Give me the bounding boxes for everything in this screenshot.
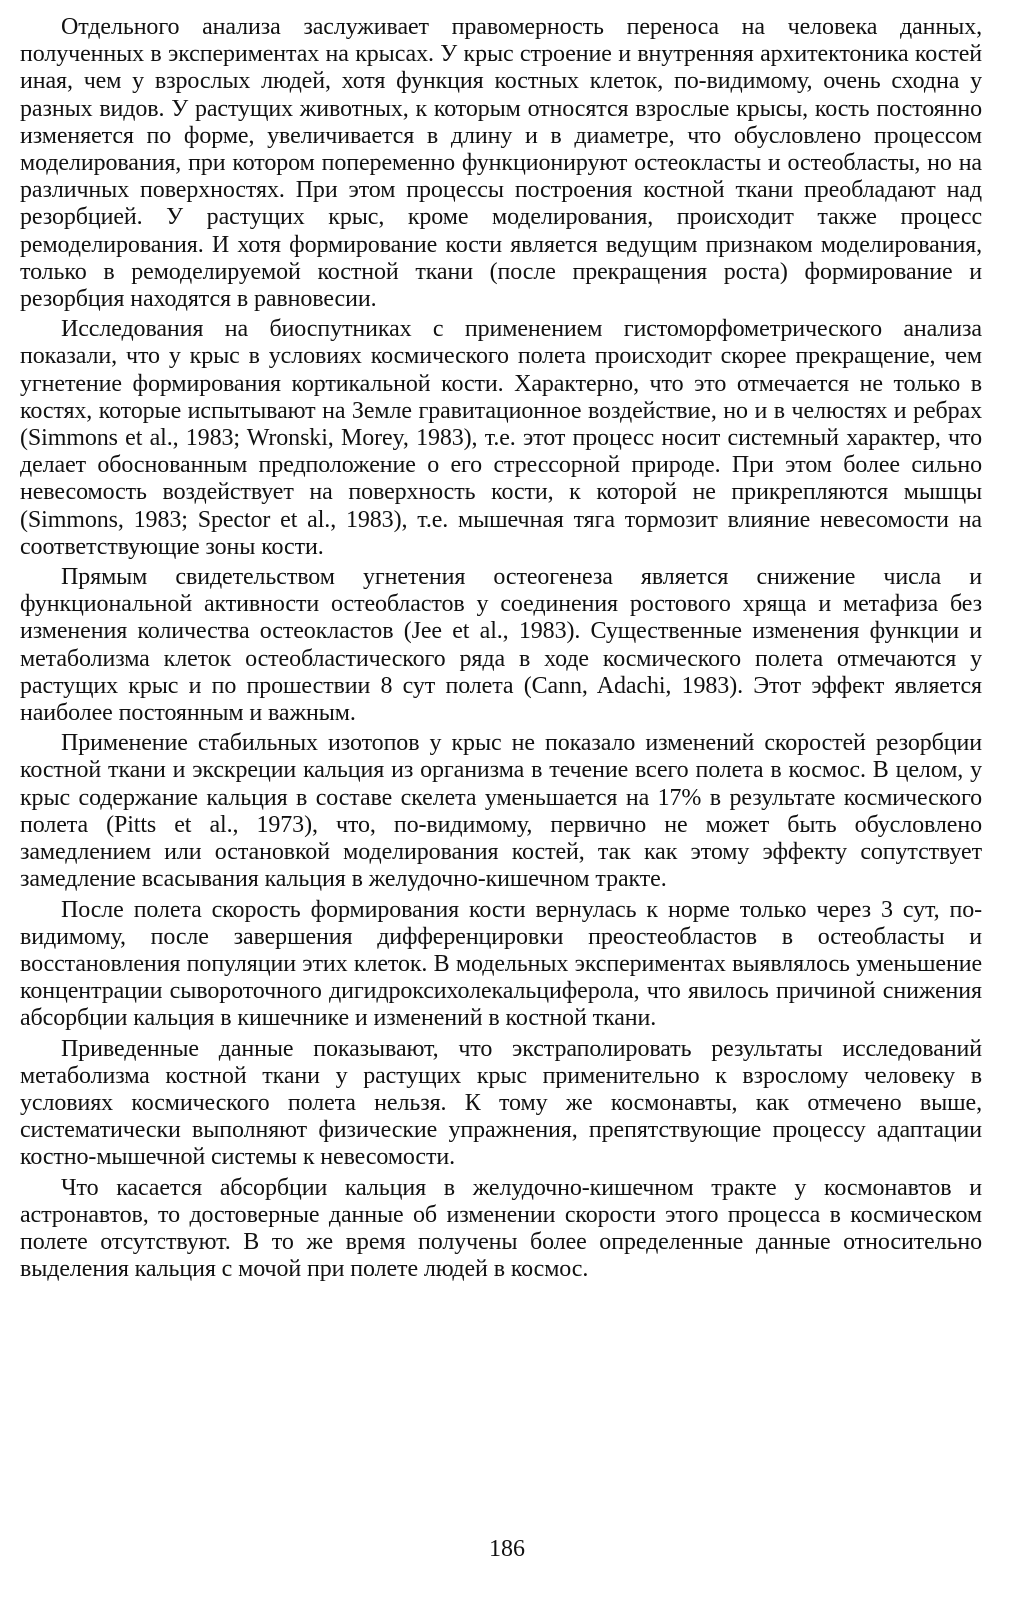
- paragraph: После полета скорость формирования кости вернулась к норме только через 3 сут, по-видимому, после завершения дифференцировки преостеобластов в остеобласты и восстановления популяции этих клеток. В модельных экспериментах выявлялось уменьшение концентрации сывороточного дигидроксихолекальциферола, что явилось причиной снижения абсорбции кальция в кишечнике и изменений в костной ткани.: [20, 896, 982, 1032]
- paragraph: Отдельного анализа заслуживает правомерность переноса на человека данных, полученных в экспериментах на крысах. У крыс строение и внутренняя архитектоника костей иная, чем у взрослых людей, хотя функция костных клеток, по-видимому, очень сходна у разных видов. У растущих животных, к которым относятся взрослые крысы, кость постоянно изменяется по форме, увеличивается в длину и в диаметре, что обусловлено процессом моделирования, при котором попеременно функционируют остеокласты и остеобласты, но на различных поверхностях. При этом процессы построения костной ткани преобладают над резорбцией. У растущих крыс, кроме моделирования, происходит также процесс ремоделирования. И хотя формирование кости является ведущим признаком моделирования, только в ремоделируемой костной ткани (после прекращения роста) формирование и резорбция находятся в равновесии.: [20, 14, 982, 313]
- page-number: 186: [489, 1536, 525, 1562]
- paragraph: Приведенные данные показывают, что экстраполировать результаты исследований метаболизма костной ткани у растущих крыс применительно к взрослому человеку в условиях космического полета нельзя. К тому же космонавты, как отмечено выше, систематически выполняют физические упражнения, препятствующие процессу адаптации костно-мышечной системы к невесомости.: [20, 1035, 982, 1171]
- paragraph: Прямым свидетельством угнетения остеогенеза является снижение числа и функциональной активности остеобластов у соединения ростового хряща и метафиза без изменения количества остеокластов (Jee et al., 1983). Существенные изменения функции и метаболизма клеток остеобластического ряда в ходе космического полета отмечаются у растущих крыс и по прошествии 8 сут полета (Cann, Adachi, 1983). Этот эффект является наиболее постоянным и важным.: [20, 564, 982, 727]
- page-body: [20, 14, 982, 1494]
- paragraph: Исследования на биоспутниках с применением гистоморфометрического анализа показали, что у крыс в условиях космического полета происходит скорее прекращение, чем угнетение формирования кортикальной кости. Характерно, что это отмечается не только в костях, которые испытывают на Земле гравитационное воздействие, но и в челюстях и ребрах (Simmons et al., 1983; Wronski, Morey, 1983), т.е. этот процесс носит системный характер, что делает обоснованным предположение о его стрессорной природе. При этом более сильно невесомость воздействует на поверхность кости, к которой не прикрепляются мышцы (Simmons, 1983; Spector et al., 1983), т.е. мышечная тяга тормозит влияние невесомости на соответствующие зоны кости.: [20, 316, 982, 560]
- paragraph: Что касается абсорбции кальция в желудочно-кишечном тракте у космонавтов и астронавтов, то достоверные данные об изменении скорости этого процесса в космическом полете отсутствуют. В то же время получены более определенные данные относительно выделения кальция с мочой при полете людей в космос.: [20, 1174, 982, 1283]
- paragraph: Применение стабильных изотопов у крыс не показало изменений скоростей резорбции костной ткани и экскреции кальция из организма в течение всего полета в космос. В целом, у крыс содержание кальция в составе скелета уменьшается на 17% в результате космического полета (Pitts et al., 1973), что, по-видимому, первично не может быть обусловлено замедлением или остановкой моделирования костей, так как этому эффекту сопутствует замедление всасывания кальция в желудочно-кишечном тракте.: [20, 730, 982, 893]
